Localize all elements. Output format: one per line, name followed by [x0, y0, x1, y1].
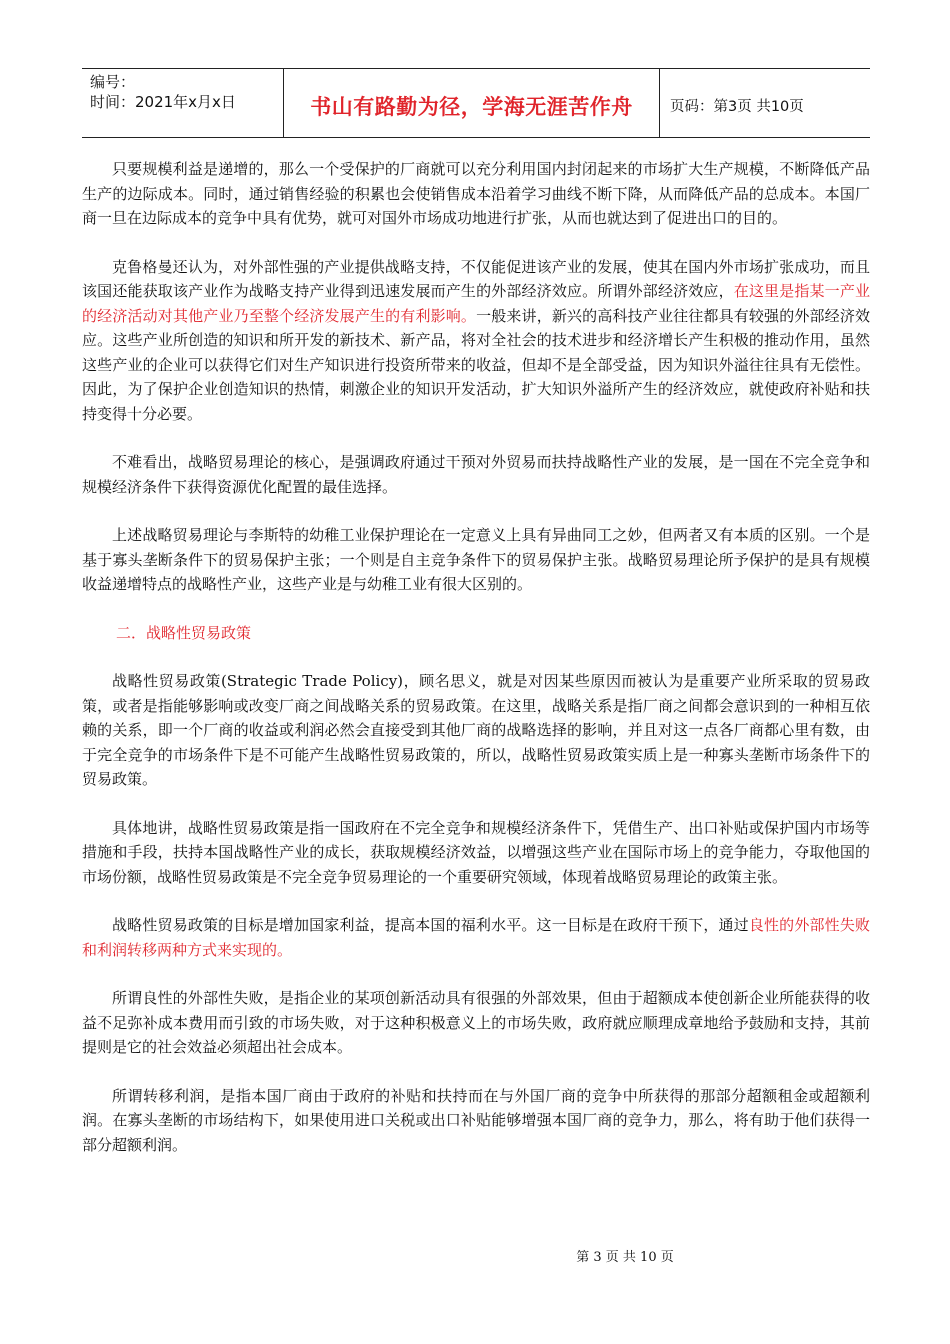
page-header [82, 68, 870, 138]
paragraph-7 [82, 913, 870, 962]
paragraph-7-text: 战略性贸易政策的目标是增加国家利益，提高本国的福利水平。这一目标是在政府干预下，通过 [112, 916, 749, 934]
section-heading [116, 621, 870, 646]
number-label: 编号： [90, 73, 136, 91]
header-page-cell [660, 69, 870, 137]
document-body [82, 157, 870, 1181]
header-meta [82, 69, 284, 137]
paragraph-2-text-a: 克鲁格曼还认为，对外部性强的产业提供战略支持，不仅能促进该产业的发展，使其在国内外市场扩张成功，而且该国还能获取该产业作为战略支持产业得到迅速发展而产生的外部经济效应。所谓外部经济效应， [82, 257, 870, 300]
time-label: 时间：2021年x月x日 [90, 93, 236, 111]
paragraph-1: 只要规模利益是递增的，那么一个受保护的厂商就可以充分利用国内封闭起来的市场扩大生产规模，不断降低产品生产的边际成本。同时，通过销售经验的积累也会使销售成本沿着学习曲线不断下降，从而降低产品的总成本。本国厂商一旦在边际成本的竞争中具有优势，就可对国外市场成功地进行扩张，从而也就达到了促进出口的目的。 [82, 160, 870, 227]
paragraph-2-highlight: 在这里是指某一产业的经济活动对其他产业乃至整个经济发展产生的有利影响。 [82, 282, 870, 325]
motto: 书山有路勤为径，学海无涯苦作舟 [310, 95, 633, 119]
paragraph-9: 所谓转移利润，是指本国厂商由于政府的补贴和扶持而在与外国厂商的竞争中所获得的那部分超额租金或超额利润。在寡头垄断的市场结构下，如果使用进口关税或出口补贴能够增强本国厂商的竞争力，那么，将有助于他们获得一部分超额利润。 [82, 1086, 870, 1154]
page-footer [0, 1246, 950, 1265]
page-label: 页码：第3页 共10页 [670, 98, 804, 115]
paragraph-7-highlight: 良性的外部性失败和利润转移两种方式来实现的。 [82, 916, 870, 959]
paragraph-4: 上述战略贸易理论与李斯特的幼稚工业保护理论在一定意义上具有异曲同工之妙，但两者又有本质的区别。一个是基于寡头垄断条件下的贸易保护主张；一个则是自主竞争条件下的贸易保护主张。战略贸易理论所予保护的是具有规模收益递增特点的战略性产业，这些产业是与幼稚工业有很大区别的。 [82, 526, 870, 593]
header-motto-cell [284, 69, 660, 137]
paragraph-8: 所谓良性的外部性失败，是指企业的某项创新活动具有很强的外部效果，但由于超额成本使创新企业所能获得的收益不足弥补成本费用而引致的市场失败，对于这种积极意义上的市场失败，政府就应顺理成章地给予鼓励和支持，其前提则是它的社会效益必须超出社会成本。 [82, 989, 870, 1056]
section-title: 战略性贸易政策 [146, 623, 252, 642]
footer-page-number: 第 3 页 共 10 页 [576, 1250, 674, 1265]
paragraph-5: 战略性贸易政策(Strategic Trade Policy)，顾名思义，就是对因某些原因而被认为是重要产业所采取的贸易政策，或者是指能够影响或改变厂商之间战略关系的贸易政策。在这里，战略关系是指厂商之间都会意识到的一种相互依赖的关系，即一个厂商的收益或利润必然会直接受到其他厂商的战略选择的影响，并且对这一点各厂商都心里有数，由于完全竞争的市场条件下是不可能产生战略性贸易政策的，所以，战略性贸易政策实质上是一种寡头垄断市场条件下的贸易政策。 [82, 672, 870, 788]
paragraph-6: 具体地讲，战略性贸易政策是指一国政府在不完全竞争和规模经济条件下，凭借生产、出口补贴或保护国内市场等措施和手段，扶持本国战略性产业的成长，获取规模经济效益，以增强这些产业在国际市场上的竞争能力，夺取他国的市场份额，战略性贸易政策是不完全竞争贸易理论的一个重要研究领域，体现着战略贸易理论的政策主张。 [82, 818, 870, 886]
section-number: 二． [116, 623, 147, 642]
paragraph-2 [82, 255, 870, 427]
paragraph-2-text-b: 一般来讲，新兴的高科技产业往往都具有较强的外部经济效应。这些产业所创造的知识和所开发的新技术、新产品，将对全社会的技术进步和经济增长产生积极的推动作用，虽然这些产业的企业可以获得它们对生产知识进行投资所带来的收益，但却不是全部受益，因为知识外溢往往具有无偿性。因此，为了保护企业创造知识的热情，刺激企业的知识开发活动，扩大知识外溢所产生的经济效应，就使政府补贴和扶持变得十分必要。 [82, 306, 870, 423]
paragraph-3: 不难看出，战略贸易理论的核心，是强调政府通过干预对外贸易而扶持战略性产业的发展，是一国在不完全竞争和规模经济条件下获得资源优化配置的最佳选择。 [82, 453, 870, 496]
